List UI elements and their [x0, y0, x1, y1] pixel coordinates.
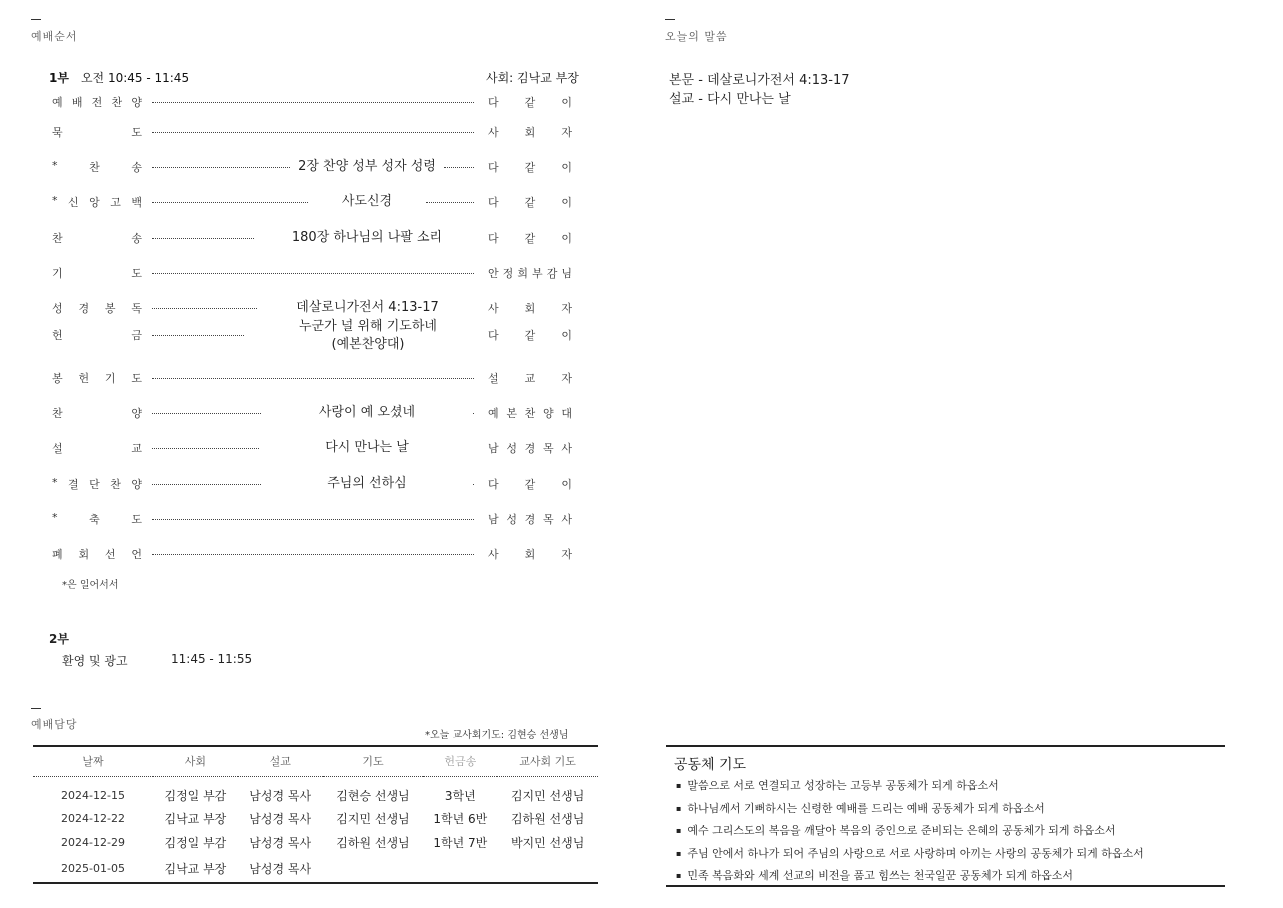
order-item-label-char: *: [52, 194, 58, 207]
dotted-leader: [426, 202, 474, 203]
order-item-label: [52, 370, 142, 386]
order-item: [52, 542, 574, 566]
dotted-leader: [152, 413, 261, 414]
dotted-leader: [152, 519, 474, 520]
order-item-leader-char: 자: [561, 372, 572, 385]
order-item-leader-char: 설: [488, 372, 499, 385]
order-item-label-char: 선: [104, 548, 116, 561]
header-offering-song: 헌금송: [423, 746, 497, 776]
dotted-leader: [473, 484, 474, 485]
order-item-content: [263, 439, 471, 457]
part2-label: 2부: [49, 632, 69, 646]
order-item-leader-char: 목: [542, 442, 554, 455]
order-item-leader-char: 이: [561, 96, 572, 109]
order-item-label-char: 찬: [52, 232, 63, 245]
order-item-leader: [488, 230, 572, 246]
order-item-label-char: 봉: [104, 302, 116, 315]
dotted-leader: [152, 554, 474, 555]
dotted-leader: [473, 413, 474, 414]
order-item-label-char: 도: [131, 513, 142, 526]
order-item-leader-char: 예: [488, 407, 499, 420]
order-item-label-char: 배: [71, 96, 83, 109]
table-row: [33, 776, 598, 806]
order-item-label-char: *: [52, 511, 58, 524]
order-item-leader: [488, 265, 572, 281]
order-item-label-char: 양: [131, 407, 142, 420]
order-item-label-char: 예: [52, 96, 63, 109]
order-item-label-char: 도: [131, 372, 142, 385]
order-item-label: [52, 124, 142, 140]
order-item-label: [52, 159, 142, 175]
order-item: [52, 507, 574, 531]
order-item-label-char: 고: [110, 196, 121, 209]
prayer-list: [676, 777, 1144, 890]
dotted-leader: [152, 448, 259, 449]
order-item-content-line: 사도신경: [341, 194, 393, 209]
order-item-content-line: 2장 찬양 성부 성자 성령: [298, 159, 436, 174]
order-item-leader-char: 이: [561, 232, 572, 245]
order-item-content: [294, 158, 440, 176]
order-item-label-char: 양: [131, 96, 142, 109]
dotted-leader: [152, 484, 261, 485]
order-item-leader-char: 회: [524, 548, 536, 561]
staff-table: [33, 745, 598, 884]
order-item-leader-char: 사: [488, 548, 499, 561]
order-item-label-char: 회: [78, 548, 90, 561]
prayer-item: ▪ 주님 안에서 하나가 되어 주님의 사랑으로 서로 사랑하며 아끼는 사랑의 공동체가 되게 하옵소서: [676, 845, 1144, 868]
order-item: [52, 226, 574, 250]
cell-date: 2024-12-22: [61, 811, 125, 825]
order-item-label-char: 기: [52, 267, 63, 280]
order-item-label-char: 금: [131, 329, 142, 342]
dotted-leader: [152, 308, 257, 309]
cell-presider: 김정일 부감: [164, 836, 227, 851]
order-item-leader-char: 안: [488, 267, 499, 280]
order-item-leader-char: 다: [488, 232, 499, 245]
order-item-label-char: 독: [131, 302, 142, 315]
cell-prayer: 김하원 선생님: [336, 836, 410, 851]
order-item-leader-char: 양: [542, 407, 554, 420]
order-item-leader-char: 정: [502, 267, 514, 280]
order-item-label-char: 경: [78, 302, 90, 315]
order-item-leader-char: 자: [561, 302, 572, 315]
part2-item: 환영 및 광고: [62, 654, 128, 668]
order-item-leader-char: 경: [524, 513, 536, 526]
teacher-prayer-note: *오늘 교사회기도: 김현승 선생님: [425, 730, 569, 741]
order-item-label-char: 양: [131, 478, 142, 491]
order-item-label-char: 단: [89, 478, 100, 491]
cell-offering-song: [423, 855, 497, 883]
order-item: [52, 90, 574, 114]
cell-sermon: 남성경 목사: [249, 836, 312, 851]
dotted-leader: [152, 238, 254, 239]
order-item-label: [52, 327, 142, 343]
order-item-leader-char: 사: [561, 513, 572, 526]
order-item-leader-char: 사: [488, 302, 499, 315]
dotted-leader: [152, 202, 308, 203]
order-item-label-char: 앙: [89, 196, 100, 209]
order-item-leader-char: 찬: [524, 407, 536, 420]
order-item-label: [52, 94, 142, 110]
order-item-leader-char: 회: [524, 126, 536, 139]
order-item-content: [258, 229, 476, 247]
order-item-label-char: 찬: [111, 96, 123, 109]
order-item-leader: [488, 124, 572, 140]
section-divider: [31, 708, 41, 709]
order-item-leader: [488, 94, 572, 110]
order-item-label-char: 전: [91, 96, 103, 109]
prayer-item: ▪ 민족 복음화와 세계 선교의 비전을 품고 힘쓰는 천국일꾼 공동체가 되게 하옵소서: [676, 867, 1144, 890]
order-item-leader-char: 회: [524, 302, 536, 315]
order-item-leader: [488, 546, 572, 562]
order-item-content-line: 데살로니가전서 4:13-17: [296, 300, 439, 315]
order-item-label-char: 언: [131, 548, 142, 561]
order-item-label-char: 묵: [52, 126, 63, 139]
cell-sermon: 남성경 목사: [249, 811, 312, 826]
cell-prayer: 김현승 선생님: [336, 788, 410, 803]
order-item-leader-char: 다: [488, 161, 499, 174]
order-item-content-line: 누군가 널 위해 기도하네: [299, 319, 437, 334]
order-item-label-char: 헌: [78, 372, 90, 385]
section-divider: [31, 19, 41, 20]
header-prayer: 기도: [323, 746, 424, 776]
order-item-leader: [488, 194, 572, 210]
order-item-leader-char: 이: [561, 478, 572, 491]
order-item-label: [52, 194, 142, 210]
order-item-leader-char: 남: [488, 442, 499, 455]
order-item-leader: [488, 476, 572, 492]
cell-presider: 김정일 부감: [164, 788, 227, 803]
order-section-title: 예배순서: [31, 30, 78, 43]
order-item-label: [52, 300, 142, 316]
order-item-leader-char: 같: [524, 196, 536, 209]
order-item: [52, 296, 574, 320]
dotted-leader: [152, 378, 474, 379]
prayer-title: 공동체 기도: [674, 757, 747, 773]
order-item-leader-char: 다: [488, 196, 499, 209]
order-item-leader-char: 다: [488, 96, 499, 109]
order-item-leader-char: 같: [524, 478, 536, 491]
order-item-leader-char: 성: [506, 513, 517, 526]
order-item-label-char: 헌: [52, 329, 63, 342]
order-item: [52, 120, 574, 144]
cell-teacher-prayer: 박지민 선생님: [510, 836, 585, 851]
order-item-label-char: 성: [52, 302, 63, 315]
order-item-label-char: *: [52, 476, 58, 489]
order-item-leader-char: 같: [524, 232, 536, 245]
standing-note: *은 일어서서: [62, 580, 119, 591]
order-item-leader-char: 남: [488, 513, 499, 526]
order-item-leader: [488, 159, 572, 175]
cell-sermon: 남성경 목사: [249, 862, 312, 876]
order-item-content: [265, 475, 469, 493]
order-item-label: [52, 440, 142, 456]
order-item: [52, 261, 574, 285]
order-item-label-char: 봉: [52, 372, 63, 385]
order-item-leader: [488, 405, 572, 421]
cell-prayer: 김지민 선생님: [336, 811, 410, 826]
order-item-leader-char: 이: [561, 161, 572, 174]
order-item-label-char: 기: [104, 372, 116, 385]
order-item-label-char: 설: [52, 442, 63, 455]
order-item-content: [261, 299, 474, 317]
part1-label: 1부: [49, 71, 69, 85]
order-item-leader: [488, 327, 572, 343]
part2-time: 11:45 - 11:55: [171, 652, 253, 666]
order-item-content-line: 주님의 선하심: [327, 476, 407, 491]
cell-teacher-prayer: [497, 855, 598, 883]
cell-offering-song: 1학년 7반: [433, 836, 488, 851]
order-item-leader-char: 다: [488, 478, 499, 491]
cell-prayer: [323, 855, 424, 883]
order-item-leader-char: 이: [561, 329, 572, 342]
order-item-leader-char: 대: [561, 407, 572, 420]
part1-time: 오전 10:45 - 11:45: [80, 71, 190, 85]
table-row: [33, 806, 598, 831]
order-item: [52, 155, 574, 179]
dotted-leader: [152, 167, 290, 168]
order-item-content-line: (예본찬양대): [331, 337, 405, 352]
order-item-content: [248, 318, 488, 354]
order-item-label: [52, 546, 142, 562]
order-item-label-char: 폐: [52, 548, 63, 561]
order-item: [52, 401, 574, 425]
prayer-item: ▪ 말씀으로 서로 연결되고 성장하는 고등부 공동체가 되게 하옵소서: [676, 777, 1144, 800]
header-date: 날짜: [33, 746, 153, 776]
order-item-label: [52, 476, 142, 492]
order-item: [52, 472, 574, 496]
order-item-content: [265, 404, 469, 422]
order-item-label-char: 백: [131, 196, 142, 209]
cell-date: 2024-12-29: [61, 836, 125, 850]
order-item-content-line: 다시 만나는 날: [325, 440, 409, 455]
order-item-leader-char: 이: [561, 196, 572, 209]
order-item-leader-char: 사: [561, 442, 572, 455]
dotted-leader: [444, 167, 474, 168]
prayer-item: ▪ 하나님께서 기뻐하시는 신령한 예배를 드리는 예배 공동체가 되게 하옵소서: [676, 800, 1144, 823]
order-item-leader-char: 같: [524, 161, 536, 174]
order-item-label-char: 도: [131, 126, 142, 139]
order-item-leader: [488, 370, 572, 386]
order-item-label-char: 신: [67, 196, 79, 209]
order-item-label: [52, 230, 142, 246]
order-item: [52, 436, 574, 460]
order-item-label-char: 찬: [52, 407, 63, 420]
order-item-leader-char: 자: [561, 126, 572, 139]
prayer-item: ▪ 예수 그리스도의 복음을 깨달아 복음의 증인으로 준비되는 은혜의 공동체가 되게 하옵소서: [676, 822, 1144, 845]
dotted-leader: [152, 132, 474, 133]
order-item: [52, 190, 574, 214]
cell-sermon: 남성경 목사: [249, 788, 312, 803]
staff-section-title: 예배담당: [31, 718, 78, 731]
dotted-leader: [152, 102, 474, 103]
staff-table-header: [33, 746, 598, 776]
order-item-label-char: 결: [67, 478, 79, 491]
order-item-leader-char: 같: [524, 96, 536, 109]
order-item-leader-char: 목: [542, 513, 554, 526]
order-item: [52, 366, 574, 390]
part1-header: [49, 69, 189, 86]
table-row: [33, 831, 598, 856]
order-item-leader-char: 다: [488, 329, 499, 342]
cell-presider: 김낙교 부장: [164, 811, 227, 826]
order-item-leader-char: 님: [561, 267, 572, 280]
section-divider: [665, 19, 675, 20]
cell-offering-song: 1학년 6반: [433, 811, 488, 826]
order-item-label-char: 도: [131, 267, 142, 280]
order-item-label-char: *: [52, 159, 58, 172]
order-item-label-char: 송: [131, 232, 142, 245]
order-item-content: [312, 193, 422, 211]
order-item-leader-char: 자: [561, 548, 572, 561]
order-item-leader: [488, 511, 572, 527]
header-sermon: 설교: [238, 746, 323, 776]
order-item-leader-char: 성: [506, 442, 517, 455]
order-item-content-line: 사랑이 예 오셨네: [318, 405, 416, 420]
header-presider: 사회: [153, 746, 238, 776]
order-item-content-line: 180장 하나님의 나팔 소리: [291, 230, 443, 245]
cell-date: 2025-01-05: [61, 862, 125, 875]
order-item-label: [52, 405, 142, 421]
scripture-text: 본문 - 데살로니가전서 4:13-17: [669, 73, 850, 88]
order-item-leader: [488, 440, 572, 456]
order-item-label-char: 교: [131, 442, 142, 455]
order-item-label-char: 찬: [89, 161, 100, 174]
order-item-label-char: 찬: [110, 478, 121, 491]
order-item-leader-char: 교: [524, 372, 536, 385]
order-item-label-char: 축: [89, 513, 100, 526]
cell-presider: 김낙교 부장: [164, 862, 227, 876]
cell-teacher-prayer: 김하원 선생님: [510, 811, 585, 826]
cell-offering-song: 3학년: [444, 788, 476, 803]
sermon-title: 설교 - 다시 만나는 날: [669, 92, 791, 107]
table-row: [33, 855, 598, 883]
order-item: [52, 319, 574, 363]
order-item-leader-char: 같: [524, 329, 536, 342]
order-item-leader: [488, 300, 572, 316]
part1-presider: 사회: 김낙교 부장: [486, 71, 579, 85]
dotted-leader: [152, 335, 244, 336]
header-teacher-prayer: 교사회 기도: [497, 746, 598, 776]
order-item-leader-char: 본: [506, 407, 517, 420]
community-prayer-box: [666, 745, 1225, 887]
order-item-leader-char: 사: [488, 126, 499, 139]
order-item-label: [52, 511, 142, 527]
dotted-leader: [152, 273, 474, 274]
order-item-leader-char: 부: [532, 267, 543, 280]
cell-teacher-prayer: 김지민 선생님: [510, 788, 585, 803]
order-item-leader-char: 희: [517, 267, 528, 280]
order-item-label-char: 송: [131, 161, 142, 174]
cell-date: 2024-12-15: [61, 788, 125, 802]
word-section-title: 오늘의 말씀: [665, 30, 728, 43]
order-item-leader-char: 감: [546, 267, 558, 280]
order-item-leader-char: 경: [524, 442, 536, 455]
order-item-label: [52, 265, 142, 281]
